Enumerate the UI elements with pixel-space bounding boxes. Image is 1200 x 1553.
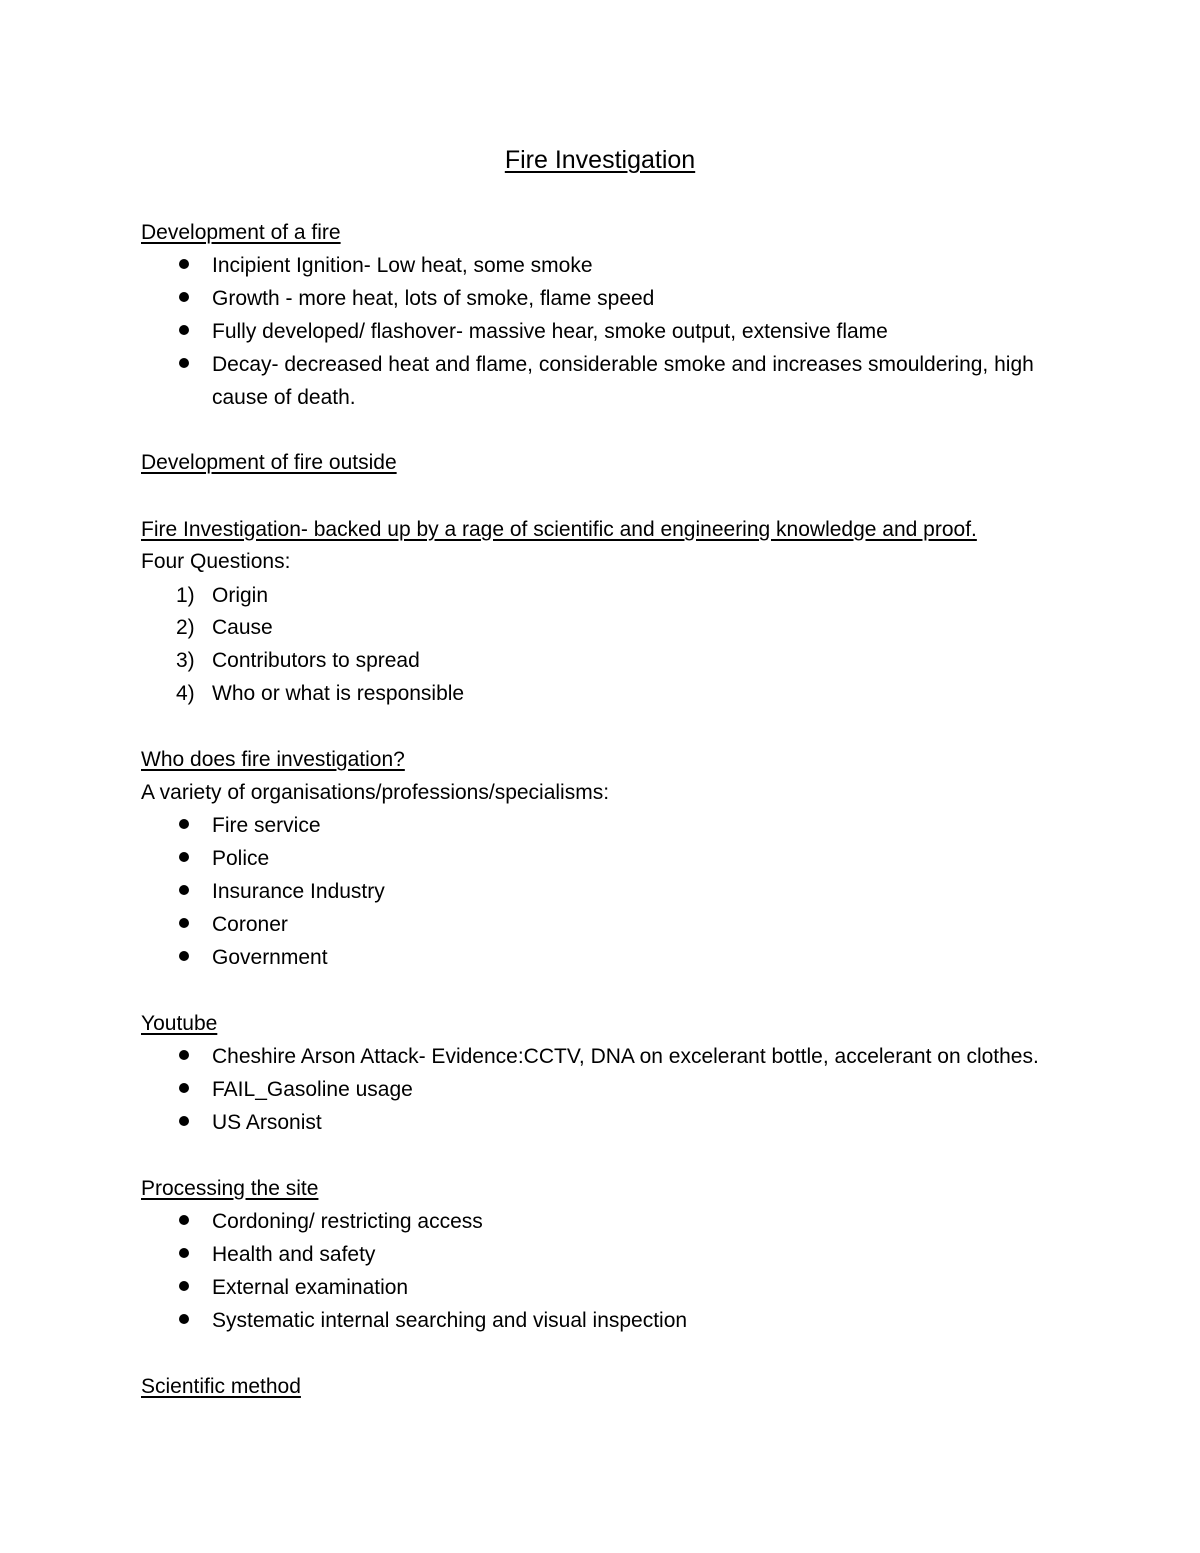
list-item: Systematic internal searching and visual inspection bbox=[176, 1307, 687, 1335]
section-heading-development-outside: Development of fire outside bbox=[141, 451, 397, 474]
section-intro: Four Questions: bbox=[141, 550, 291, 573]
bullet-icon bbox=[179, 1083, 189, 1093]
section-heading-development: Development of a fire bbox=[141, 221, 341, 244]
section-intro: A variety of organisations/professions/specialisms: bbox=[141, 781, 610, 804]
list-item: Cheshire Arson Attack- Evidence:CCTV, DNA on excelerant bottle, accelerant on clothes. bbox=[176, 1043, 1039, 1071]
list-item: FAIL_Gasoline usage bbox=[176, 1076, 413, 1104]
list-item: Fully developed/ flashover- massive hear, smoke output, extensive flame bbox=[176, 318, 888, 346]
section-heading-processing: Processing the site bbox=[141, 1177, 319, 1200]
bullet-icon bbox=[179, 1050, 189, 1060]
section-heading-who: Who does fire investigation? bbox=[141, 748, 405, 771]
list-item: US Arsonist bbox=[176, 1109, 322, 1137]
section-heading-youtube: Youtube bbox=[141, 1012, 218, 1035]
bullet-icon bbox=[179, 1215, 189, 1225]
list-item: Growth - more heat, lots of smoke, flame speed bbox=[176, 285, 654, 313]
bullet-icon bbox=[179, 918, 189, 928]
list-item: Cordoning/ restricting access bbox=[176, 1208, 483, 1236]
bullet-icon bbox=[179, 325, 189, 335]
numbered-item: 2) Cause bbox=[176, 616, 273, 639]
list-item: Incipient Ignition- Low heat, some smoke bbox=[176, 252, 593, 280]
list-item: Health and safety bbox=[176, 1241, 375, 1269]
list-item: Coroner bbox=[176, 911, 288, 939]
bullet-icon bbox=[179, 358, 189, 368]
bullet-icon bbox=[179, 1314, 189, 1324]
numbered-item: 4) Who or what is responsible bbox=[176, 682, 465, 705]
bullet-icon bbox=[179, 292, 189, 302]
page-title: Fire Investigation bbox=[504, 146, 696, 174]
numbered-item: 3) Contributors to spread bbox=[176, 649, 420, 672]
list-item-continuation: cause of death. bbox=[212, 386, 356, 409]
section-heading-investigation: Fire Investigation- backed up by a rage of scientific and engineering knowledge and proof. bbox=[141, 518, 977, 541]
bullet-icon bbox=[179, 885, 189, 895]
section-heading-scientific: Scientific method bbox=[141, 1375, 301, 1398]
bullet-icon bbox=[179, 1281, 189, 1291]
bullet-icon bbox=[179, 852, 189, 862]
numbered-item: 1) Origin bbox=[176, 584, 269, 607]
bullet-icon bbox=[179, 951, 189, 961]
bullet-icon bbox=[179, 259, 189, 269]
list-item: External examination bbox=[176, 1274, 408, 1302]
list-item: Government bbox=[176, 944, 328, 972]
list-item: Fire service bbox=[176, 812, 321, 840]
list-item: Police bbox=[176, 845, 269, 873]
bullet-icon bbox=[179, 1116, 189, 1126]
list-item: Decay- decreased heat and flame, considerable smoke and increases smouldering, high bbox=[176, 351, 1034, 379]
bullet-icon bbox=[179, 1248, 189, 1258]
list-item: Insurance Industry bbox=[176, 878, 385, 906]
bullet-icon bbox=[179, 819, 189, 829]
